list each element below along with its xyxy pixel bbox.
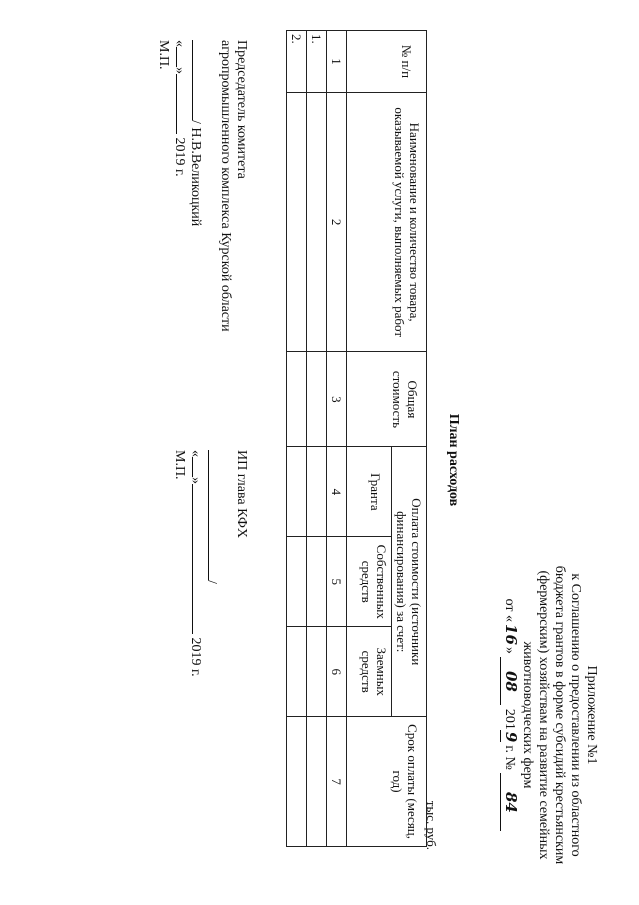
- left-position-line: Председатель комитета: [234, 40, 249, 179]
- table-row: [287, 31, 307, 847]
- appendix-title: Приложение №1: [584, 665, 599, 765]
- left-date-year: 2019 г.: [172, 137, 187, 177]
- header-name: Наименование и количество товара, оказываемой услуги, выполняемых работ: [347, 92, 427, 352]
- table-cell: [287, 627, 307, 717]
- signature-line: [192, 40, 193, 120]
- col-number: 1: [327, 31, 347, 93]
- appendix-line: животноводческих ферм: [520, 641, 535, 789]
- right-date-year: 2019 г.: [188, 637, 203, 677]
- table-cell: [307, 352, 327, 447]
- col-number: 6: [327, 627, 347, 717]
- table-cell: [307, 537, 327, 627]
- table-cell: [307, 447, 327, 537]
- table-row: [307, 31, 327, 847]
- col-number: 4: [327, 447, 347, 537]
- left-position-line: агропромышленного комплекса Курской области: [218, 40, 233, 332]
- header-own: Собственных средств: [347, 537, 392, 627]
- row-number: 1.: [307, 31, 327, 93]
- header-num: № п/п: [347, 31, 427, 93]
- agreement-date-line: от «16» 08 2019 г. № 84: [500, 555, 519, 875]
- header-borrowed: Заемных средств: [347, 627, 392, 717]
- left-stamp-mark: М.П.: [156, 40, 171, 70]
- table-cell: [287, 537, 307, 627]
- appendix-line: к Соглашению о предоставлении из областного: [568, 573, 583, 857]
- handwritten-number: 84: [502, 791, 520, 813]
- col-number: 3: [327, 352, 347, 447]
- table-cell: [287, 717, 307, 847]
- table-header-row: [392, 31, 427, 847]
- header-term: Срок оплаты (месяц, год): [347, 717, 427, 847]
- appendix-line: бюджета грантов в форме субсидий крестьянским: [552, 565, 567, 865]
- table-cell: [287, 92, 307, 352]
- signature-line: [208, 450, 209, 580]
- column-numbers-row: [327, 31, 347, 847]
- header-grant: Гранта: [347, 447, 392, 537]
- table-cell: [287, 447, 307, 537]
- right-stamp-mark: М.П.: [172, 450, 187, 480]
- table-cell: [287, 352, 307, 447]
- handwritten-month: 08: [502, 670, 520, 692]
- appendix-line: (фермерским) хозяйствам на развитие семейных: [536, 570, 551, 860]
- header-payment-group: Оплата стоимости (источники финансирования) за счет:: [392, 447, 427, 717]
- row-number: 2.: [287, 31, 307, 93]
- units-label: тыс. руб.: [424, 800, 439, 850]
- col-number: 5: [327, 537, 347, 627]
- col-number: 7: [327, 717, 347, 847]
- handwritten-year-digit: 9: [502, 731, 520, 743]
- table-cell: [307, 92, 327, 352]
- expenses-table: [286, 30, 427, 847]
- handwritten-day: 16: [502, 624, 520, 645]
- left-signer-name: / Н.В.Великоцкий: [188, 120, 203, 227]
- header-total: Общая стоимость: [347, 352, 427, 447]
- table-cell: [307, 717, 327, 847]
- appendix-header: [500, 555, 599, 875]
- left-signature-block: Председатель комитета агропромышленного комплекса Курской области / Н.В.Великоцкий «» 2019 г. М.П.: [156, 40, 249, 332]
- table-cell: [307, 627, 327, 717]
- right-position: ИП глава КФХ: [234, 450, 249, 538]
- col-number: 2: [327, 92, 347, 352]
- right-signature-block: ИП глава КФХ / «» 2019 г. М.П.: [172, 450, 249, 677]
- page-title: План расходов: [446, 413, 461, 507]
